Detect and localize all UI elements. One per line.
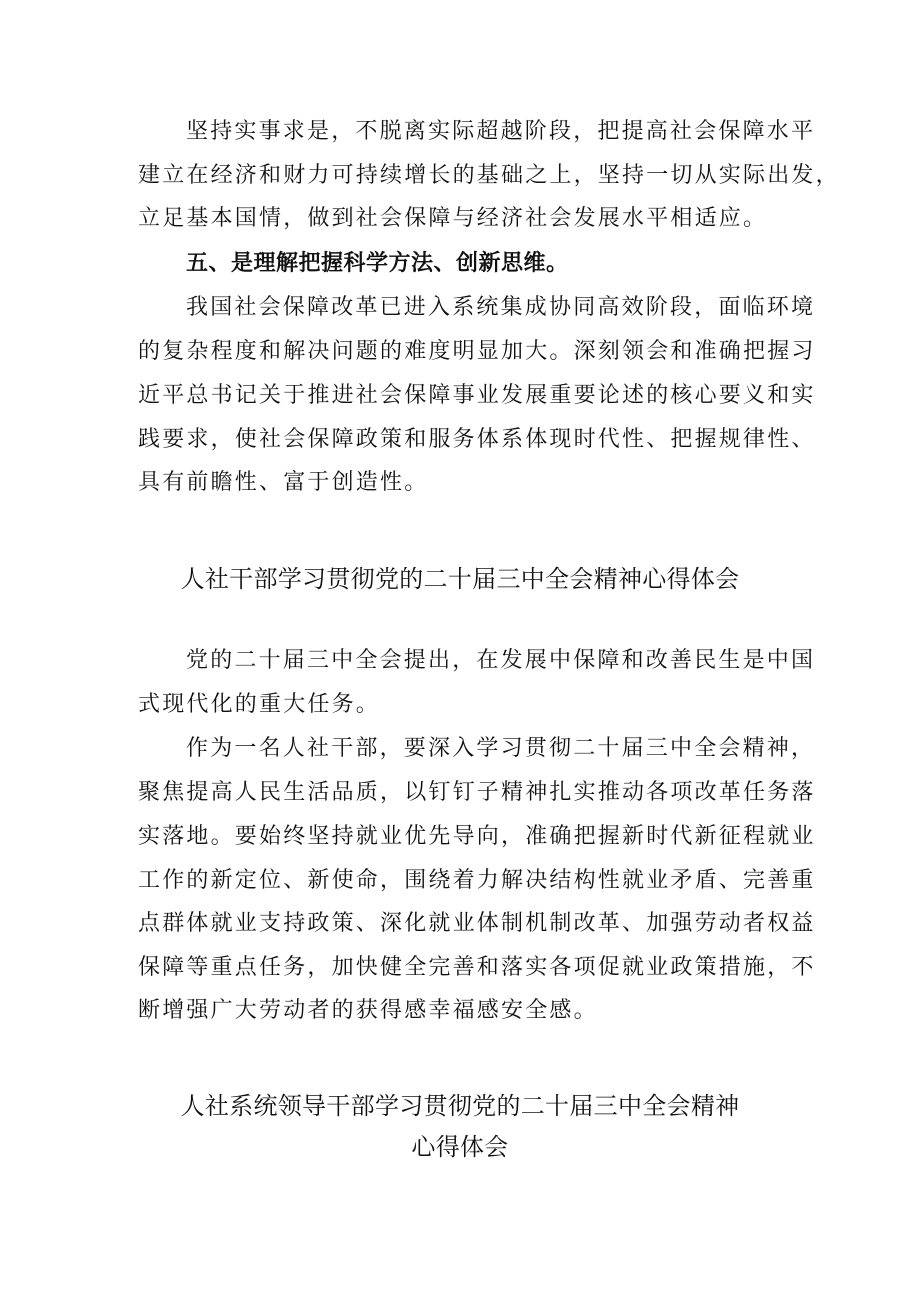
text-line: 作为一名人社干部，要深入学习贯彻二十届三中全会精神， bbox=[186, 736, 816, 761]
text-line: 近平总书记关于推进社会保障事业发展重要论述的核心要义和实 bbox=[138, 383, 816, 408]
text-line: 坚持实事求是，不脱离实际超越阶段，把提高社会保障水平 bbox=[186, 119, 816, 144]
text-line: 践要求，使社会保障政策和服务体系体现时代性、把握规律性、 bbox=[138, 427, 816, 452]
text-line: 党的二十届三中全会提出，在发展中保障和改善民生是中国 bbox=[186, 648, 816, 673]
text-line: 断增强广大劳动者的获得感幸福感安全感。 bbox=[138, 998, 598, 1023]
title-line: 人社系统领导干部学习贯彻党的二十届三中全会精神 bbox=[180, 1092, 740, 1120]
text-line: 建立在经济和财力可持续增长的基础之上，坚持一切从实际出发， bbox=[138, 163, 840, 188]
text-line: 点群体就业支持政策、深化就业体制机制改革、加强劳动者权益 bbox=[138, 911, 816, 936]
title-line: 心得体会 bbox=[411, 1133, 509, 1161]
text-line: 实落地。要始终坚持就业优先导向，准确把握新时代新征程就业 bbox=[138, 824, 816, 849]
text-line: 的复杂程度和解决问题的难度明显加大。深刻领会和准确把握习 bbox=[138, 339, 816, 364]
text-line: 我国社会保障改革已进入系统集成协同高效阶段，面临环境 bbox=[186, 295, 816, 320]
text-line: 保障等重点任务，加快健全完善和落实各项促就业政策措施，不 bbox=[138, 955, 816, 980]
section-heading-5: 五、是理解把握科学方法、创新思维。 bbox=[186, 251, 569, 276]
text-line: 具有前瞻性、富于创造性。 bbox=[138, 470, 429, 495]
text-line: 式现代化的重大任务。 bbox=[138, 692, 381, 717]
text-line: 聚焦提高人民生活品质，以钉钉子精神扎实推动各项改革任务落 bbox=[138, 780, 816, 805]
text-line: 工作的新定位、新使命，围绕着力解决结构性就业矛盾、完善重 bbox=[138, 868, 816, 893]
text-line: 立足基本国情，做到社会保障与经济社会发展水平相适应。 bbox=[138, 206, 768, 231]
article-2-title: 人社干部学习贯彻党的二十届三中全会精神心得体会 bbox=[180, 565, 740, 593]
